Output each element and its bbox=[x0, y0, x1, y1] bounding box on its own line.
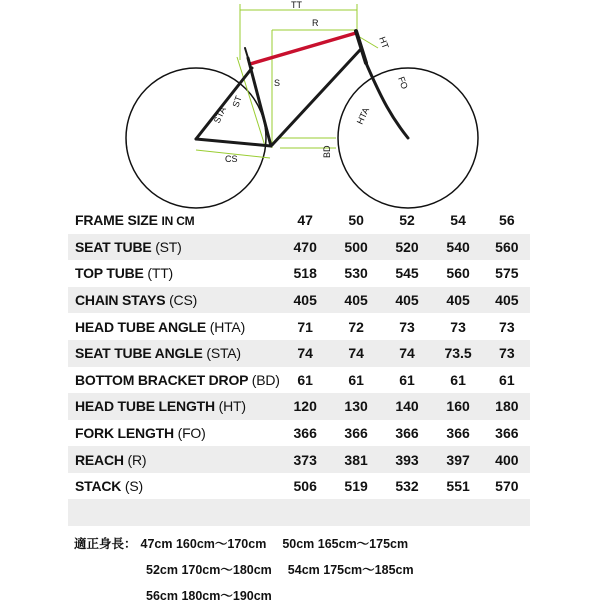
table-cell: 61 bbox=[348, 371, 364, 388]
table-row bbox=[68, 340, 530, 367]
row-label bbox=[68, 260, 280, 287]
row-name: TOP TUBE bbox=[75, 265, 144, 282]
table-cell: 73.5 bbox=[432, 340, 483, 367]
table-row bbox=[68, 446, 530, 473]
table-cell: 61 bbox=[450, 371, 466, 388]
row-label bbox=[68, 367, 280, 394]
head-tube bbox=[356, 31, 366, 63]
label-st: ST bbox=[230, 94, 244, 109]
table-cell: 506 bbox=[293, 478, 317, 495]
table-cell: 551 bbox=[446, 478, 470, 495]
table-cell: 71 bbox=[297, 318, 313, 335]
sizing-entry: 47cm 160cm〜170cm bbox=[140, 537, 267, 551]
label-bd: BD bbox=[322, 145, 332, 158]
table-cell: 74 bbox=[331, 340, 382, 367]
label-fo: FO bbox=[396, 75, 410, 91]
table-cell: 73 bbox=[484, 340, 530, 367]
label-s: S bbox=[274, 78, 281, 88]
row-name: FORK LENGTH bbox=[75, 425, 174, 442]
table-cell: 366 bbox=[293, 425, 317, 442]
table-cell: 61 bbox=[499, 371, 515, 388]
table-cell: 61 bbox=[297, 371, 313, 388]
table-row bbox=[68, 313, 530, 340]
table-row bbox=[68, 473, 530, 500]
row-label bbox=[68, 287, 280, 314]
row-label bbox=[68, 313, 280, 340]
row-abbr: (S) bbox=[124, 478, 143, 495]
measurement-guides bbox=[196, 4, 378, 158]
table-cell: 366 bbox=[395, 425, 419, 442]
table-cell: 470 bbox=[280, 234, 331, 261]
table-cell: 74 bbox=[382, 340, 433, 367]
table-cell: 120 bbox=[280, 393, 331, 420]
table-cell: 405 bbox=[280, 287, 331, 314]
table-cell: 405 bbox=[484, 287, 530, 314]
table-cell: 560 bbox=[446, 265, 470, 282]
sizing-line-3 bbox=[146, 586, 288, 604]
top-tube bbox=[250, 33, 356, 64]
label-ht: HT bbox=[377, 35, 391, 50]
row-abbr: (BD) bbox=[251, 371, 280, 388]
table-row bbox=[68, 234, 530, 261]
table-cell: 72 bbox=[348, 318, 364, 335]
row-abbr: (FO) bbox=[177, 425, 206, 442]
table-cell: 405 bbox=[382, 287, 433, 314]
geometry-table bbox=[68, 207, 530, 500]
row-label bbox=[68, 234, 280, 261]
sizing-line-2 bbox=[146, 560, 430, 578]
sizing-entry: 56cm 180cm〜190cm bbox=[146, 589, 272, 603]
table-cell: 519 bbox=[344, 478, 368, 495]
table-row bbox=[68, 393, 530, 420]
table-cell: 405 bbox=[432, 287, 483, 314]
table-cell: 73 bbox=[399, 318, 415, 335]
row-abbr: (ST) bbox=[155, 238, 182, 255]
fork bbox=[366, 63, 408, 138]
bike-frame bbox=[196, 31, 408, 146]
row-abbr: (STA) bbox=[206, 345, 241, 362]
table-cell: 560 bbox=[484, 234, 530, 261]
size-header: 56 bbox=[499, 212, 515, 229]
table-cell: 373 bbox=[280, 446, 331, 473]
table-cell: 73 bbox=[450, 318, 466, 335]
table-cell: 381 bbox=[331, 446, 382, 473]
sizing-entry: 54cm 175cm〜185cm bbox=[287, 563, 414, 577]
table-cell: 518 bbox=[293, 265, 317, 282]
row-abbr: (CS) bbox=[169, 292, 198, 309]
table-row bbox=[68, 367, 530, 394]
row-abbr: (HT) bbox=[218, 398, 246, 415]
table-cell: 160 bbox=[432, 393, 483, 420]
table-cell: 532 bbox=[395, 478, 419, 495]
label-tt: TT bbox=[291, 0, 302, 10]
table-spacer-row bbox=[68, 499, 530, 526]
row-name: BOTTOM BRACKET DROP bbox=[75, 371, 249, 388]
size-header: 54 bbox=[450, 212, 466, 229]
sizing-entry: 50cm 165cm〜175cm bbox=[282, 537, 409, 551]
table-cell: 61 bbox=[399, 371, 415, 388]
table-cell: 366 bbox=[344, 425, 368, 442]
row-label bbox=[68, 473, 280, 500]
geometry-diagram bbox=[0, 0, 600, 210]
row-name: HEAD TUBE LENGTH bbox=[75, 398, 215, 415]
row-label bbox=[68, 393, 280, 420]
table-cell: 366 bbox=[495, 425, 519, 442]
row-abbr: (HTA) bbox=[209, 318, 246, 335]
table-cell: 180 bbox=[484, 393, 530, 420]
table-cell: 397 bbox=[432, 446, 483, 473]
header-label-suffix: IN CM bbox=[161, 214, 195, 229]
table-row bbox=[68, 260, 530, 287]
header-label-text: FRAME SIZE bbox=[75, 212, 158, 229]
table-cell: 393 bbox=[382, 446, 433, 473]
table-row bbox=[68, 420, 530, 447]
table-cell: 530 bbox=[344, 265, 368, 282]
table-cell: 140 bbox=[382, 393, 433, 420]
size-header: 47 bbox=[297, 212, 313, 229]
table-row bbox=[68, 287, 530, 314]
table-cell: 520 bbox=[382, 234, 433, 261]
chain-stay bbox=[196, 139, 271, 146]
label-hta: HTA bbox=[354, 105, 372, 126]
table-cell: 405 bbox=[331, 287, 382, 314]
table-cell: 545 bbox=[395, 265, 419, 282]
row-name: REACH bbox=[75, 451, 124, 468]
row-name: CHAIN STAYS bbox=[75, 292, 166, 309]
row-name: HEAD TUBE ANGLE bbox=[75, 318, 207, 335]
row-name: STACK bbox=[75, 478, 122, 495]
table-cell: 366 bbox=[446, 425, 470, 442]
table-cell: 500 bbox=[331, 234, 382, 261]
down-tube bbox=[272, 50, 360, 145]
table-cell: 400 bbox=[484, 446, 530, 473]
row-label bbox=[68, 420, 280, 447]
sizing-line-1 bbox=[74, 534, 424, 552]
table-cell: 74 bbox=[280, 340, 331, 367]
row-label bbox=[68, 446, 280, 473]
seat-stay bbox=[196, 68, 252, 139]
table-cell: 570 bbox=[495, 478, 519, 495]
table-cell: 73 bbox=[499, 318, 515, 335]
sizing-heading: 適正身長： bbox=[74, 537, 137, 551]
seatpost bbox=[245, 48, 248, 58]
label-r: R bbox=[312, 18, 319, 28]
row-label bbox=[68, 340, 280, 367]
table-cell: 575 bbox=[495, 265, 519, 282]
table-header-row bbox=[68, 207, 530, 234]
row-name: SEAT TUBE bbox=[75, 238, 152, 255]
table-cell: 540 bbox=[432, 234, 483, 261]
size-header: 52 bbox=[399, 212, 415, 229]
row-abbr: (R) bbox=[127, 451, 147, 468]
size-header: 50 bbox=[348, 212, 364, 229]
label-cs: CS bbox=[225, 154, 238, 164]
sizing-entry: 52cm 170cm〜180cm bbox=[146, 563, 272, 577]
label-sta: STA bbox=[211, 105, 228, 125]
table-cell: 130 bbox=[331, 393, 382, 420]
header-label bbox=[68, 207, 280, 234]
recommended-height bbox=[68, 530, 588, 603]
row-abbr: (TT) bbox=[147, 265, 174, 282]
row-name: SEAT TUBE ANGLE bbox=[75, 345, 203, 362]
